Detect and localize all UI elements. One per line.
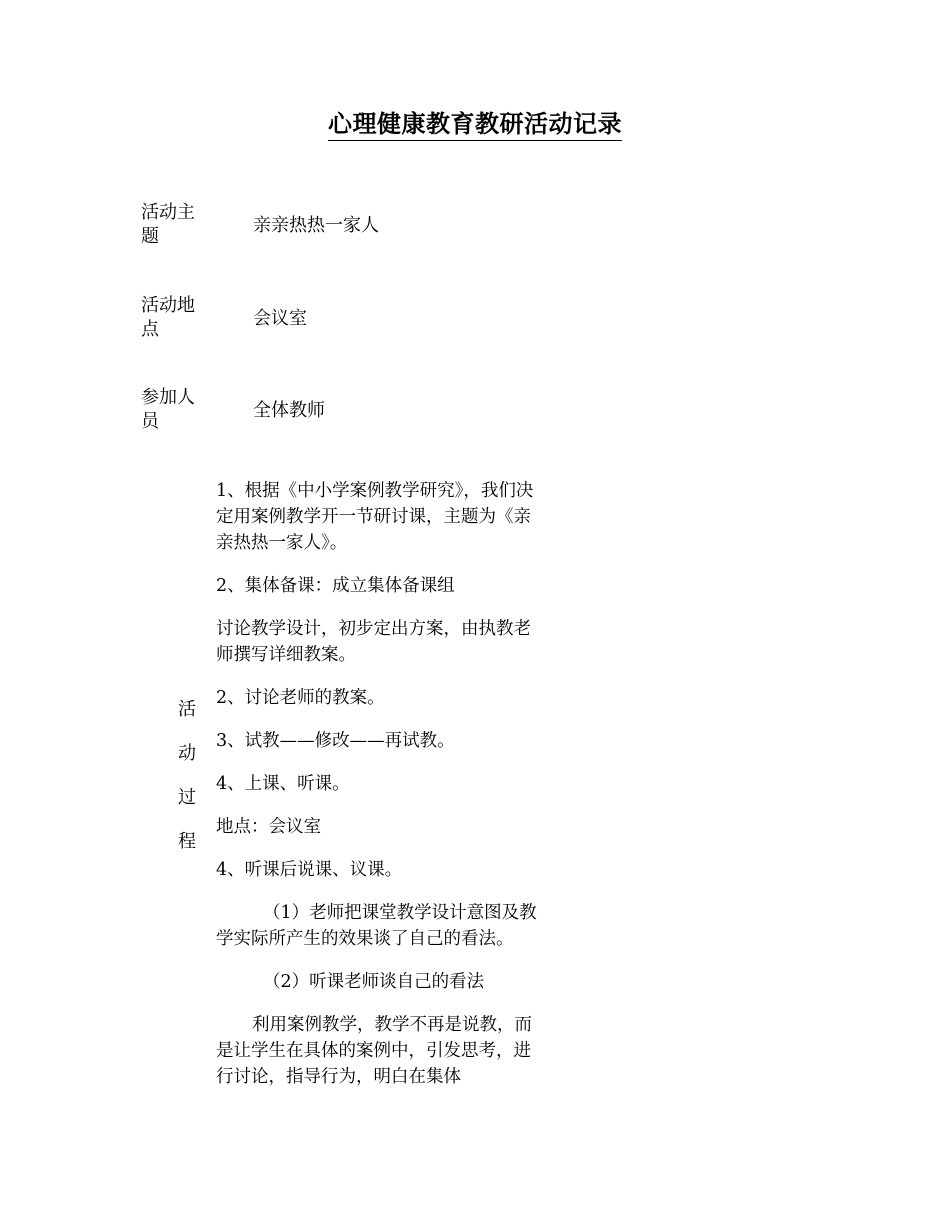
field-label-location: 活动地点 [141, 295, 195, 340]
process-label-char: 动 [178, 743, 196, 764]
process-paragraph: 2、讨论老师的教案。 [216, 688, 385, 708]
process-paragraph: 地点：会议室 [216, 817, 321, 837]
field-value-location: 会议室 [253, 308, 307, 329]
process-paragraph: 1、根据《中小学案例教学研究》，我们决定用案例教学开一节研讨课，主题为《亲亲热热一家人》。 [216, 481, 534, 553]
field-value-theme: 亲亲热热一家人 [253, 215, 379, 236]
process-paragraph: （1）老师把课堂教学设计意图及教学实际所产生的效果谈了自己的看法。 [216, 903, 537, 949]
process-content [216, 478, 546, 1107]
field-label-theme: 活动主题 [141, 202, 195, 247]
process-paragraph: 利用案例教学，教学不再是说教，而是让学生在具体的案例中，引发思考，进行讨论，指导行为，明白在集体 [216, 1015, 532, 1087]
process-label-char: 活 [178, 699, 196, 720]
process-label [178, 688, 198, 864]
process-paragraph: 3、试教——修改——再试教。 [216, 731, 455, 751]
process-paragraph: 2、集体备课：成立集体备课组 [216, 576, 455, 596]
document-title [0, 104, 950, 139]
process-label-char: 程 [178, 831, 196, 852]
process-paragraph: 讨论教学设计，初步定出方案，由执教老师撰写详细教案。 [216, 619, 531, 665]
process-paragraph: （2）听课老师谈自己的看法 [263, 972, 485, 992]
process-paragraph: 4、听课后说课、议课。 [216, 860, 403, 880]
process-label-char: 过 [178, 787, 196, 808]
field-label-participants: 参加人员 [141, 387, 195, 432]
document-title-text: 心理健康教育教研活动记录 [328, 109, 622, 141]
field-value-participants: 全体教师 [253, 400, 325, 421]
process-paragraph: 4、上课、听课。 [216, 774, 350, 794]
